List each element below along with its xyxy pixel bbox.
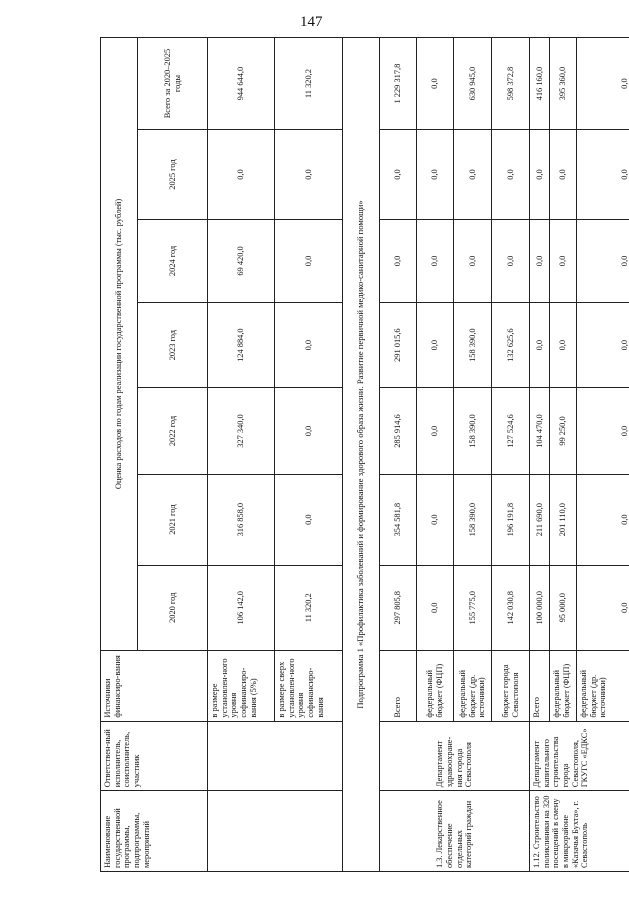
value-cell: 99 250,0: [550, 388, 577, 474]
value-cell: 0,0: [275, 388, 343, 474]
value-cell: 0,0: [550, 130, 577, 220]
value-cell: 127 524,6: [492, 388, 530, 474]
value-cell: 158 390,0: [454, 388, 492, 474]
value-cell: 598 372,8: [492, 38, 530, 130]
measure-name-cell: 1.3. Лекарственное обеспечение отдельных категорий граждан: [380, 791, 530, 872]
value-cell: 11 320,2: [275, 565, 343, 650]
value-cell: 0,0: [417, 219, 454, 302]
value-cell: 1 229 317,8: [380, 38, 417, 130]
value-cell: 0,0: [550, 302, 577, 387]
value-cell: 0,0: [454, 219, 492, 302]
executor-cell: Департамент здравоохране-ния города Севастополя: [380, 721, 530, 791]
value-cell: 142 030,8: [492, 565, 530, 650]
header-year-2024: 2024 год: [138, 219, 208, 302]
value-cell: 0,0: [417, 302, 454, 387]
table-row: [208, 38, 275, 872]
value-cell: 158 390,0: [454, 302, 492, 387]
value-cell: 285 914,6: [380, 388, 417, 474]
value-cell: 327 340,0: [208, 388, 275, 474]
source-cell: в размере установлен-ного уровня софинансиро-вания (5%): [208, 650, 275, 721]
header-executor: Ответствен-ный исполнитель, соисполнитель, участник: [101, 721, 208, 791]
value-cell: 0,0: [577, 130, 629, 220]
header-year-2025: 2025 год: [138, 130, 208, 220]
value-cell: 0,0: [275, 130, 343, 220]
value-cell: 0,0: [577, 302, 629, 387]
value-cell: 69 420,0: [208, 219, 275, 302]
table-row: [530, 38, 550, 872]
header-estimate-group: Оценка расходов по годам реализации государственной программы (тыс. рублей): [101, 38, 138, 651]
source-cell: федеральный бюджет (др. источники): [454, 650, 492, 721]
value-cell: 0,0: [550, 219, 577, 302]
source-cell: федеральный бюджет (ФЦП): [417, 650, 454, 721]
value-cell: 0,0: [275, 474, 343, 565]
source-cell: федеральный бюджет (др. источники): [577, 650, 629, 721]
value-cell: 0,0: [577, 219, 629, 302]
value-cell: 0,0: [530, 302, 550, 387]
value-cell: 132 625,6: [492, 302, 530, 387]
value-cell: 0,0: [417, 38, 454, 130]
value-cell: 158 390,0: [454, 474, 492, 565]
value-cell: 0,0: [530, 219, 550, 302]
value-cell: 354 581,8: [380, 474, 417, 565]
value-cell: 416 160,0: [530, 38, 550, 130]
value-cell: 0,0: [577, 565, 629, 650]
value-cell: 196 191,8: [492, 474, 530, 565]
value-cell: 124 884,0: [208, 302, 275, 387]
value-cell: 0,0: [454, 130, 492, 220]
value-cell: 0,0: [577, 388, 629, 474]
value-cell: 0,0: [380, 130, 417, 220]
table-row: [380, 38, 417, 872]
source-cell: федеральный бюджет (ФЦП): [550, 650, 577, 721]
header-source: Источники финансиро-вания: [101, 650, 208, 721]
source-cell: Всего: [380, 650, 417, 721]
value-cell: 0,0: [417, 130, 454, 220]
value-cell: 155 775,0: [454, 565, 492, 650]
value-cell: 291 015,6: [380, 302, 417, 387]
empty-cell: [208, 721, 343, 791]
value-cell: 0,0: [492, 130, 530, 220]
value-cell: 0,0: [417, 565, 454, 650]
value-cell: 106 142,0: [208, 565, 275, 650]
value-cell: 211 690,0: [530, 474, 550, 565]
value-cell: 104 470,0: [530, 388, 550, 474]
budget-table: [100, 37, 629, 872]
value-cell: 0,0: [380, 219, 417, 302]
value-cell: 0,0: [530, 130, 550, 220]
value-cell: 0,0: [417, 474, 454, 565]
source-cell: в размере сверх установлен-ного уровня софинансиро-вания: [275, 650, 343, 721]
value-cell: 0,0: [417, 388, 454, 474]
value-cell: 395 360,0: [550, 38, 577, 130]
value-cell: 0,0: [275, 219, 343, 302]
source-cell: бюджет города Севастополя: [492, 650, 530, 721]
value-cell: 95 000,0: [550, 565, 577, 650]
value-cell: 944 644,0: [208, 38, 275, 130]
value-cell: 0,0: [275, 302, 343, 387]
header-year-2023: 2023 год: [138, 302, 208, 387]
subprogram-title: Подпрограмма 1 «Профилактика заболеваний и формирование здорового образа жизни. Развитие первичной медико-санитарной помощи»: [343, 38, 380, 872]
header-year-2021: 2021 год: [138, 474, 208, 565]
value-cell: 297 805,8: [380, 565, 417, 650]
rotated-table-frame: [100, 37, 629, 872]
value-cell: 201 110,0: [550, 474, 577, 565]
value-cell: 630 945,0: [454, 38, 492, 130]
value-cell: 100 000,0: [530, 565, 550, 650]
value-cell: 0,0: [577, 474, 629, 565]
measure-name-cell: 1.12. Строительство поликлиники на 320 посещений в смену в микрорайоне «Казачья Бухта», г. Севастополь: [530, 791, 629, 872]
source-cell: Всего: [530, 650, 550, 721]
value-cell: 11 320,2: [275, 38, 343, 130]
empty-cell: [208, 791, 343, 872]
header-year-2020: 2020 год: [138, 565, 208, 650]
header-total: Всего за 2020–2025 годы: [138, 38, 208, 130]
executor-cell: Департамент капитального строительства города Севастополя, ГКУГС «ЕДКС»: [530, 721, 629, 791]
header-year-2022: 2022 год: [138, 388, 208, 474]
value-cell: 316 858,0: [208, 474, 275, 565]
header-name: Наименование государственной программы, подпрограммы, мероприятий: [101, 791, 208, 872]
value-cell: 0,0: [208, 130, 275, 220]
value-cell: 0,0: [492, 219, 530, 302]
page-number: 147: [300, 14, 323, 30]
value-cell: 0,0: [577, 38, 629, 130]
